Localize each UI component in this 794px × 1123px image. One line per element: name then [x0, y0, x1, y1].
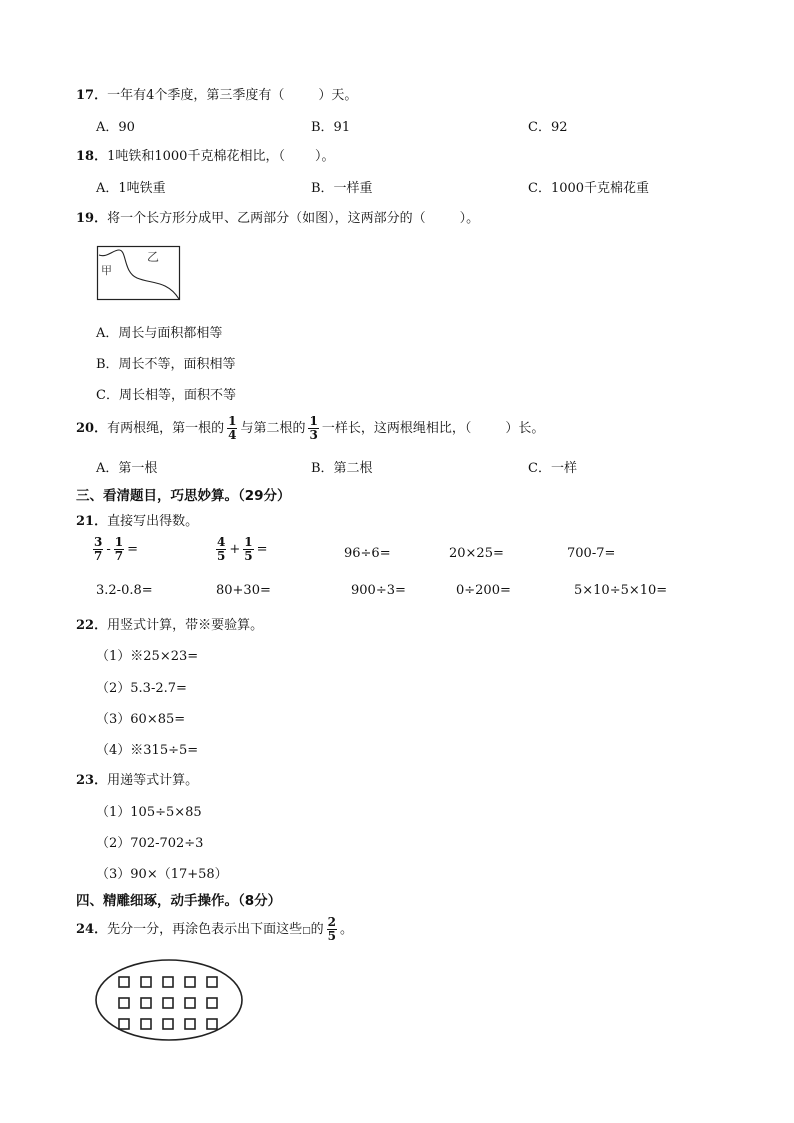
question-text-end: ）长。 — [505, 421, 545, 436]
small-square — [141, 977, 151, 987]
expr: 700-7= — [567, 546, 616, 561]
calc-item: （2）5.3-2.7= — [96, 681, 187, 696]
ellipse-figure — [94, 958, 244, 1042]
question-number: 21． — [76, 514, 108, 529]
option-a: A．1吨铁重 — [96, 181, 166, 196]
fraction-one-quarter: $\frac{1}{4}$ — [228, 414, 237, 442]
question-number: 17． — [76, 88, 108, 103]
option-a: A．90 — [96, 120, 135, 135]
option-b: B．第二根 — [311, 461, 373, 476]
question-text-end: ）天。 — [318, 88, 358, 103]
small-square — [163, 998, 173, 1008]
question-text-mid2: 一样长，这两根绳相比，（ — [321, 421, 472, 436]
question-text-mid: 的 — [310, 922, 324, 937]
small-square — [185, 977, 195, 987]
expr-fraction-subtract: $\frac{3}{7}$ - $\frac{1}{7}$ = — [94, 535, 139, 563]
question-19 — [76, 207, 479, 226]
small-square — [163, 977, 173, 987]
question-24 — [76, 913, 353, 948]
option-a: A．周长与面积都相等 — [96, 326, 223, 341]
small-square — [141, 1019, 151, 1029]
question-17 — [76, 84, 357, 103]
question-22 — [76, 614, 263, 633]
question-number: 19． — [76, 211, 108, 226]
small-square-icon: □ — [302, 926, 311, 936]
calc-item: （1）※25×23= — [96, 649, 199, 664]
question-text: 1吨铁和1000千克棉花相比，（ — [107, 149, 285, 164]
question-text: 将一个长方形分成甲、乙两部分（如图），这两部分的（ — [107, 211, 426, 226]
question-text: 一年有4个季度，第三季度有（ — [107, 88, 285, 103]
rectangle-figure — [97, 246, 181, 301]
small-square — [185, 998, 195, 1008]
expr: 900÷3= — [351, 583, 406, 598]
question-text-end: ）。 — [459, 211, 480, 226]
small-square — [119, 977, 129, 987]
section-heading-3: 三、看清题目，巧思妙算。（29分） — [76, 488, 291, 504]
option-b: B．周长不等，面积相等 — [96, 357, 236, 372]
label-yi: 乙 — [147, 250, 160, 264]
small-square — [207, 1019, 217, 1029]
question-number: 20． — [76, 421, 108, 436]
fraction-one-third: $\frac{1}{3}$ — [309, 414, 318, 442]
question-text: 有两根绳，第一根的 — [107, 421, 225, 436]
fraction-two-fifths: $\frac{2}{5}$ — [327, 915, 336, 943]
label-jia: 甲 — [101, 264, 112, 277]
calc-item: （1）105÷5×85 — [96, 805, 202, 820]
square-grid — [119, 977, 217, 1029]
calc-item: （3）60×85= — [96, 712, 186, 727]
question-number: 18． — [76, 149, 108, 164]
small-square — [207, 998, 217, 1008]
question-number: 22． — [76, 618, 108, 633]
calc-item: （4）※315÷5= — [96, 743, 199, 758]
question-23 — [76, 769, 198, 788]
small-square — [163, 1019, 173, 1029]
question-number: 23． — [76, 773, 108, 788]
option-c: C．92 — [528, 120, 568, 135]
option-a: A．第一根 — [96, 461, 158, 476]
expr: 96÷6= — [344, 546, 391, 561]
small-square — [119, 998, 129, 1008]
small-square — [185, 1019, 195, 1029]
question-text: 先分一分，再涂色表示出下面这些 — [107, 922, 303, 937]
expr: 3.2-0.8= — [96, 583, 153, 598]
small-square — [119, 1019, 129, 1029]
question-21 — [76, 510, 198, 529]
section-heading-4: 四、精雕细琢，动手操作。（8分） — [76, 893, 282, 909]
question-text-end: ）。 — [314, 149, 335, 164]
question-18 — [76, 145, 334, 164]
question-text: 用递等式计算。 — [107, 773, 199, 788]
calc-item: （2）702-702÷3 — [96, 836, 204, 851]
question-text: 用竖式计算，带※要验算。 — [107, 618, 264, 633]
option-c: C．周长相等，面积不等 — [96, 388, 236, 403]
question-text-end: 。 — [340, 922, 354, 937]
expr: 20×25= — [449, 546, 504, 561]
option-b: B．一样重 — [311, 181, 373, 196]
option-b: B．91 — [311, 120, 351, 135]
question-20 — [76, 412, 544, 446]
small-square — [141, 998, 151, 1008]
question-text: 直接写出得数。 — [107, 514, 199, 529]
question-number: 24． — [76, 922, 108, 937]
expr: 80+30= — [216, 583, 271, 598]
expr: 5×10÷5×10= — [574, 583, 668, 598]
expr: 0÷200= — [456, 583, 511, 598]
expr-fraction-add: $\frac{4}{5}$ + $\frac{1}{5}$ = — [217, 535, 268, 563]
option-c: C．1000千克棉花重 — [528, 181, 650, 196]
calc-item: （3）90×（17+58） — [96, 867, 228, 882]
option-c: C．一样 — [528, 461, 577, 476]
small-square — [207, 977, 217, 987]
question-text-mid: 与第二根的 — [240, 421, 306, 436]
